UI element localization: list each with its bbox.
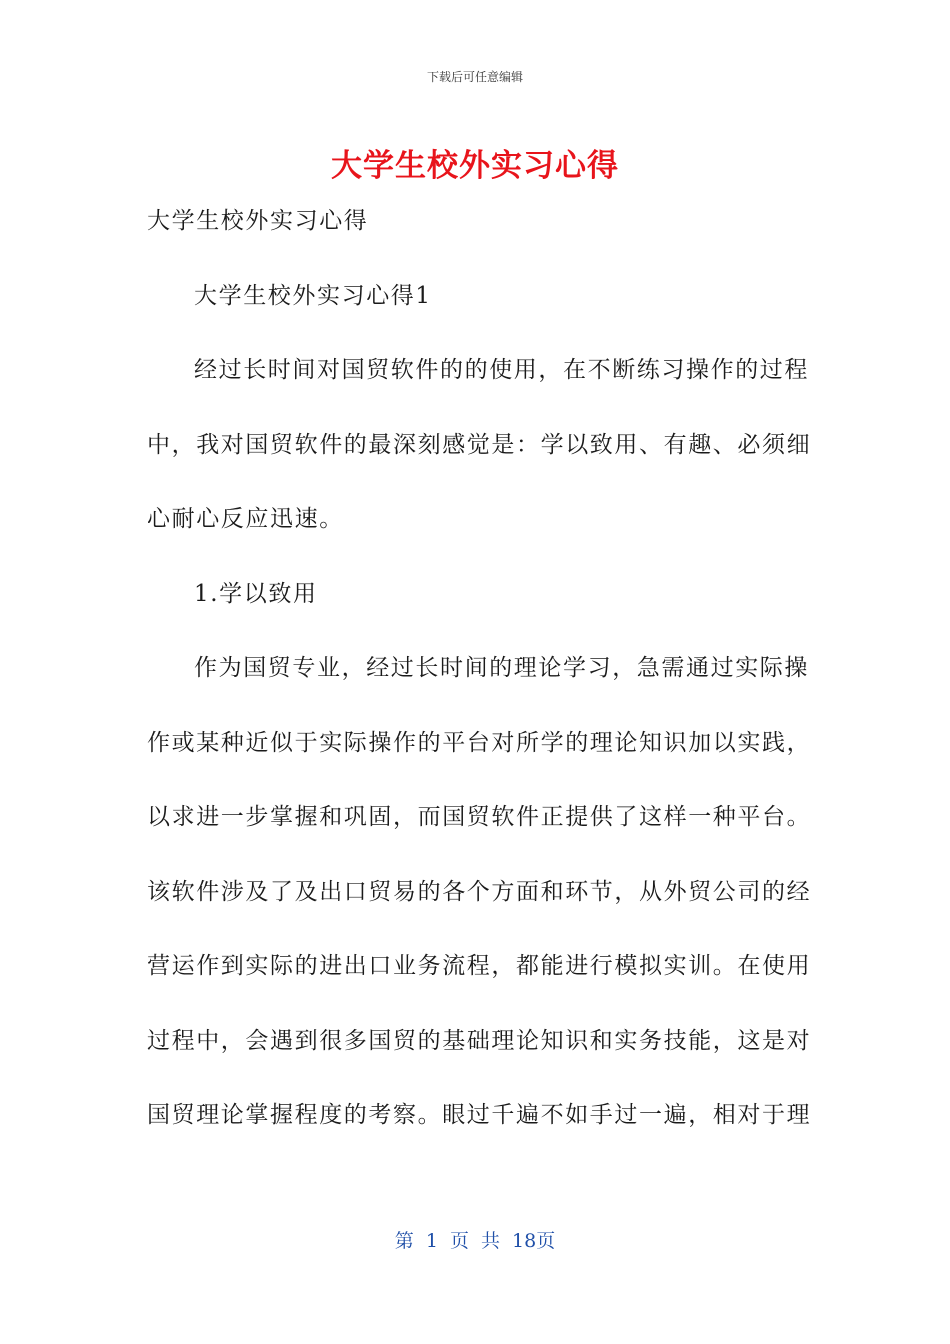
body-line: 作或某种近似于实际操作的平台对所学的理论知识加以实践， [147, 729, 812, 756]
body-line: 以求进一步掌握和巩固，而国贸软件正提供了这样一种平台。 [147, 804, 812, 830]
subheading: 1.学以致用 [194, 580, 318, 607]
body-line: 中，我对国贸软件的最深刻感觉是：学以致用、有趣、必须细 [147, 431, 812, 458]
body-line: 心耐心反应迅速。 [147, 506, 344, 532]
body-line: 该软件涉及了及出口贸易的各个方面和环节，从外贸公司的经 [147, 878, 812, 905]
document-title: 大学生校外实习心得 [331, 148, 619, 184]
body-line: 国贸理论掌握程度的考察。眼过千遍不如手过一遍，相对于理 [147, 1102, 812, 1128]
body-line: 大学生校外实习心得 [147, 208, 369, 234]
body-line: 作为国贸专业，经过长时间的理论学习，急需通过实际操 [194, 655, 809, 681]
body-line: 过程中，会遇到很多国贸的基础理论知识和实务技能，这是对 [147, 1027, 812, 1054]
section-heading: 大学生校外实习心得1 [194, 282, 432, 309]
page-footer: 第 1 页 共 18页 [394, 1230, 556, 1252]
body-line: 营运作到实际的进出口业务流程，都能进行模拟实训。在使用 [147, 953, 812, 979]
document-body [147, 198, 812, 1167]
body-line: 经过长时间对国贸软件的的使用，在不断练习操作的过程 [194, 357, 809, 383]
header-note: 下载后可任意编辑 [426, 70, 523, 84]
